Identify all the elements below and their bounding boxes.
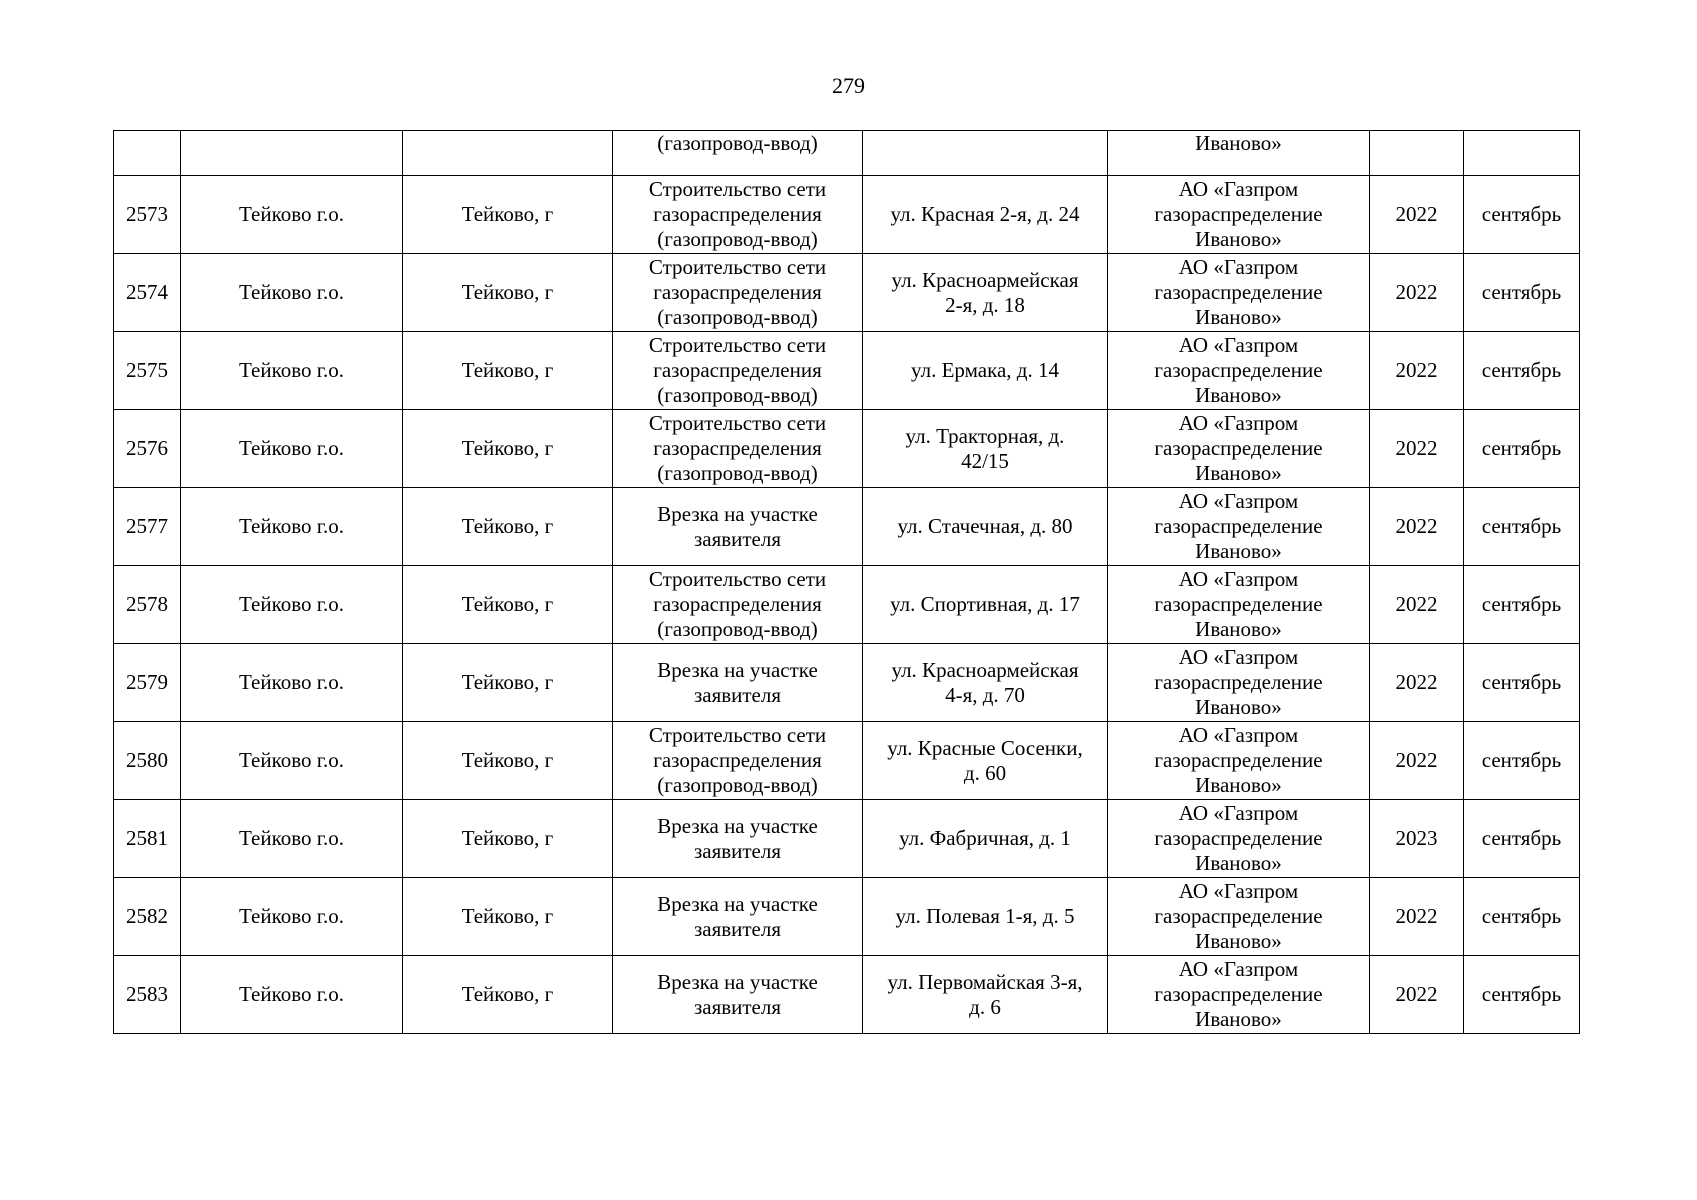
- cell-organization: [1108, 332, 1370, 410]
- cell-year: 2022: [1370, 644, 1464, 722]
- cell-month: [1464, 131, 1580, 176]
- cell-work-type: [613, 878, 863, 956]
- cell-organization-line: газораспределение: [1154, 436, 1323, 460]
- cell-address: [863, 566, 1108, 644]
- cell-work-type: [613, 644, 863, 722]
- cell-work-type-line: (газопровод-ввод): [657, 461, 818, 485]
- cell-year: 2022: [1370, 176, 1464, 254]
- cell-organization-line: АО «Газпром: [1178, 255, 1299, 279]
- cell-work-type-line: Строительство сети: [648, 411, 827, 435]
- cell-address: [863, 332, 1108, 410]
- cell-district: Тейково г.о.: [181, 332, 403, 410]
- cell-address: [863, 878, 1108, 956]
- cell-work-type-line: (газопровод-ввод): [657, 383, 818, 407]
- cell-year: 2022: [1370, 488, 1464, 566]
- cell-work-type-line: (газопровод-ввод): [657, 305, 818, 329]
- cell-number: 2574: [114, 254, 181, 332]
- cell-work-type-line: Строительство сети: [648, 567, 827, 591]
- cell-number: 2581: [114, 800, 181, 878]
- cell-number: 2576: [114, 410, 181, 488]
- cell-number: 2575: [114, 332, 181, 410]
- cell-locality: Тейково, г: [403, 956, 613, 1034]
- cell-work-type-line: заявителя: [693, 682, 782, 707]
- cell-address: [863, 176, 1108, 254]
- cell-number: 2577: [114, 488, 181, 566]
- cell-month: сентябрь: [1464, 800, 1580, 878]
- cell-organization: [1108, 488, 1370, 566]
- table-row: [114, 878, 1580, 956]
- cell-organization: Иваново»: [1108, 131, 1370, 176]
- cell-organization-line: газораспределение: [1154, 982, 1323, 1006]
- cell-locality: Тейково, г: [403, 878, 613, 956]
- cell-locality: Тейково, г: [403, 722, 613, 800]
- cell-year: 2022: [1370, 566, 1464, 644]
- cell-work-type-line: Врезка на участке: [657, 969, 818, 994]
- cell-year: 2022: [1370, 254, 1464, 332]
- cell-month: сентябрь: [1464, 722, 1580, 800]
- cell-month: сентябрь: [1464, 254, 1580, 332]
- cell-address-line: ул. Красноармейская: [891, 657, 1079, 682]
- table-row: [114, 644, 1580, 722]
- cell-work-type-line: (газопровод-ввод): [657, 617, 818, 641]
- cell-work-type-line: заявителя: [693, 994, 782, 1019]
- cell-month: сентябрь: [1464, 644, 1580, 722]
- cell-address: [863, 410, 1108, 488]
- cell-work-type-line: Врезка на участке: [657, 813, 818, 838]
- table-row: [114, 254, 1580, 332]
- cell-district: Тейково г.о.: [181, 722, 403, 800]
- cell-organization-line: АО «Газпром: [1178, 723, 1299, 747]
- cell-organization-line: Иваново»: [1195, 695, 1282, 719]
- cell-number: 2573: [114, 176, 181, 254]
- cell-address-line: д. 60: [963, 760, 1007, 785]
- cell-district: [181, 131, 403, 176]
- cell-organization-line: Иваново»: [1195, 227, 1282, 251]
- cell-work-type-line: газораспределения: [653, 358, 822, 382]
- cell-organization-line: АО «Газпром: [1178, 333, 1299, 357]
- table-row: [114, 332, 1580, 410]
- cell-locality: [403, 131, 613, 176]
- cell-number: 2580: [114, 722, 181, 800]
- cell-address-line: ул. Первомайская 3-я,: [887, 969, 1083, 994]
- cell-month: сентябрь: [1464, 566, 1580, 644]
- cell-organization-line: газораспределение: [1154, 826, 1323, 850]
- table-row: [114, 176, 1580, 254]
- cell-month: сентябрь: [1464, 878, 1580, 956]
- cell-number: 2579: [114, 644, 181, 722]
- cell-year: 2022: [1370, 722, 1464, 800]
- cell-address-line: ул. Красная 2-я, д. 24: [890, 202, 1080, 226]
- cell-work-type-line: (газопровод-ввод): [657, 227, 818, 251]
- cell-district: Тейково г.о.: [181, 644, 403, 722]
- cell-address-line: ул. Стачечная, д. 80: [897, 514, 1073, 538]
- cell-address-line: ул. Красноармейская: [891, 267, 1079, 292]
- cell-address-line: ул. Ермака, д. 14: [911, 358, 1059, 382]
- cell-organization-line: газораспределение: [1154, 592, 1323, 616]
- cell-year: [1370, 131, 1464, 176]
- table-row: [114, 566, 1580, 644]
- cell-address: [863, 722, 1108, 800]
- table-row: [114, 488, 1580, 566]
- cell-address-line: ул. Полевая 1-я, д. 5: [895, 904, 1075, 928]
- cell-address-line: 2-я, д. 18: [945, 292, 1025, 317]
- cell-district: Тейково г.о.: [181, 254, 403, 332]
- cell-year: 2023: [1370, 800, 1464, 878]
- cell-organization: [1108, 566, 1370, 644]
- cell-work-type: [613, 410, 863, 488]
- cell-locality: Тейково, г: [403, 566, 613, 644]
- cell-work-type: [613, 488, 863, 566]
- cell-organization-line: АО «Газпром: [1178, 645, 1299, 669]
- cell-address-line: ул. Фабричная, д. 1: [899, 826, 1071, 850]
- cell-district: Тейково г.о.: [181, 800, 403, 878]
- cell-organization-line: АО «Газпром: [1178, 567, 1299, 591]
- cell-locality: Тейково, г: [403, 332, 613, 410]
- cell-organization-line: АО «Газпром: [1178, 801, 1299, 825]
- cell-address: [863, 644, 1108, 722]
- cell-organization-line: АО «Газпром: [1178, 957, 1299, 981]
- cell-work-type: [613, 254, 863, 332]
- table-row: [114, 956, 1580, 1034]
- cell-organization-line: Иваново»: [1195, 539, 1282, 563]
- cell-number: 2582: [114, 878, 181, 956]
- cell-organization-line: газораспределение: [1154, 904, 1323, 928]
- cell-address-line: д. 6: [969, 994, 1001, 1019]
- cell-organization: [1108, 722, 1370, 800]
- table-row-continued: [114, 131, 1580, 176]
- cell-organization: [1108, 410, 1370, 488]
- cell-work-type: [613, 566, 863, 644]
- cell-work-type: [613, 176, 863, 254]
- cell-address: [863, 488, 1108, 566]
- cell-organization-line: Иваново»: [1195, 305, 1282, 329]
- cell-work-type-line: заявителя: [693, 526, 782, 551]
- works-table: [113, 130, 1580, 1034]
- cell-locality: Тейково, г: [403, 176, 613, 254]
- cell-organization: [1108, 878, 1370, 956]
- cell-month: сентябрь: [1464, 176, 1580, 254]
- cell-work-type-line: Строительство сети: [648, 255, 827, 279]
- cell-organization-line: АО «Газпром: [1178, 177, 1299, 201]
- cell-address-line: ул. Спортивная, д. 17: [890, 592, 1080, 616]
- cell-address: [863, 131, 1108, 176]
- table-row: [114, 410, 1580, 488]
- cell-district: Тейково г.о.: [181, 566, 403, 644]
- cell-district: Тейково г.о.: [181, 488, 403, 566]
- page-number: 279: [832, 73, 865, 98]
- cell-organization-line: Иваново»: [1195, 461, 1282, 485]
- cell-locality: Тейково, г: [403, 800, 613, 878]
- cell-organization-line: газораспределение: [1154, 514, 1323, 538]
- cell-work-type-line: заявителя: [693, 838, 782, 863]
- cell-organization: [1108, 800, 1370, 878]
- cell-month: сентябрь: [1464, 332, 1580, 410]
- cell-number: 2578: [114, 566, 181, 644]
- cell-organization-line: АО «Газпром: [1178, 489, 1299, 513]
- cell-locality: Тейково, г: [403, 644, 613, 722]
- cell-organization: [1108, 644, 1370, 722]
- cell-organization-line: Иваново»: [1195, 773, 1282, 797]
- table-row: [114, 800, 1580, 878]
- cell-address-line: 42/15: [961, 448, 1009, 473]
- cell-address-line: ул. Красные Сосенки,: [887, 735, 1083, 760]
- cell-district: Тейково г.о.: [181, 410, 403, 488]
- cell-year: 2022: [1370, 878, 1464, 956]
- cell-month: сентябрь: [1464, 956, 1580, 1034]
- cell-organization-line: газораспределение: [1154, 202, 1323, 226]
- cell-locality: Тейково, г: [403, 254, 613, 332]
- cell-number: [114, 131, 181, 176]
- cell-address: [863, 800, 1108, 878]
- cell-work-type-line: газораспределения: [653, 748, 822, 772]
- cell-year: 2022: [1370, 410, 1464, 488]
- cell-district: Тейково г.о.: [181, 176, 403, 254]
- cell-work-type-line: газораспределения: [653, 202, 822, 226]
- cell-work-type-line: газораспределения: [653, 436, 822, 460]
- cell-organization-line: газораспределение: [1154, 670, 1323, 694]
- cell-work-type-line: Врезка на участке: [657, 891, 818, 916]
- cell-organization-line: Иваново»: [1195, 617, 1282, 641]
- cell-work-type-line: Строительство сети: [648, 723, 827, 747]
- cell-work-type-line: газораспределения: [653, 592, 822, 616]
- table-row: [114, 722, 1580, 800]
- cell-work-type: [613, 800, 863, 878]
- cell-work-type-line: Строительство сети: [648, 177, 827, 201]
- cell-year: 2022: [1370, 332, 1464, 410]
- cell-work-type: [613, 722, 863, 800]
- cell-address: [863, 254, 1108, 332]
- cell-work-type-line: Врезка на участке: [657, 501, 818, 526]
- cell-address-line: 4-я, д. 70: [945, 682, 1025, 707]
- cell-organization-line: Иваново»: [1195, 1007, 1282, 1031]
- cell-locality: Тейково, г: [403, 488, 613, 566]
- cell-organization-line: газораспределение: [1154, 358, 1323, 382]
- cell-work-type-line: Врезка на участке: [657, 657, 818, 682]
- cell-organization-line: Иваново»: [1195, 851, 1282, 875]
- cell-organization-line: газораспределение: [1154, 280, 1323, 304]
- cell-address: [863, 956, 1108, 1034]
- cell-year: 2022: [1370, 956, 1464, 1034]
- cell-organization: [1108, 254, 1370, 332]
- cell-work-type: (газопровод-ввод): [613, 131, 863, 176]
- cell-work-type: [613, 956, 863, 1034]
- cell-work-type: [613, 332, 863, 410]
- cell-district: Тейково г.о.: [181, 878, 403, 956]
- cell-address-line: ул. Тракторная, д.: [905, 423, 1065, 448]
- cell-month: сентябрь: [1464, 488, 1580, 566]
- cell-work-type-line: (газопровод-ввод): [657, 773, 818, 797]
- cell-organization-line: газораспределение: [1154, 748, 1323, 772]
- cell-number: 2583: [114, 956, 181, 1034]
- cell-work-type-line: заявителя: [693, 916, 782, 941]
- table-body: [114, 131, 1580, 1034]
- cell-work-type-line: газораспределения: [653, 280, 822, 304]
- cell-organization-line: Иваново»: [1195, 383, 1282, 407]
- cell-organization-line: АО «Газпром: [1178, 411, 1299, 435]
- cell-month: сентябрь: [1464, 410, 1580, 488]
- cell-locality: Тейково, г: [403, 410, 613, 488]
- cell-organization-line: АО «Газпром: [1178, 879, 1299, 903]
- cell-organization-line: Иваново»: [1195, 929, 1282, 953]
- cell-district: Тейково г.о.: [181, 956, 403, 1034]
- cell-organization: [1108, 956, 1370, 1034]
- cell-organization: [1108, 176, 1370, 254]
- cell-work-type-line: Строительство сети: [648, 333, 827, 357]
